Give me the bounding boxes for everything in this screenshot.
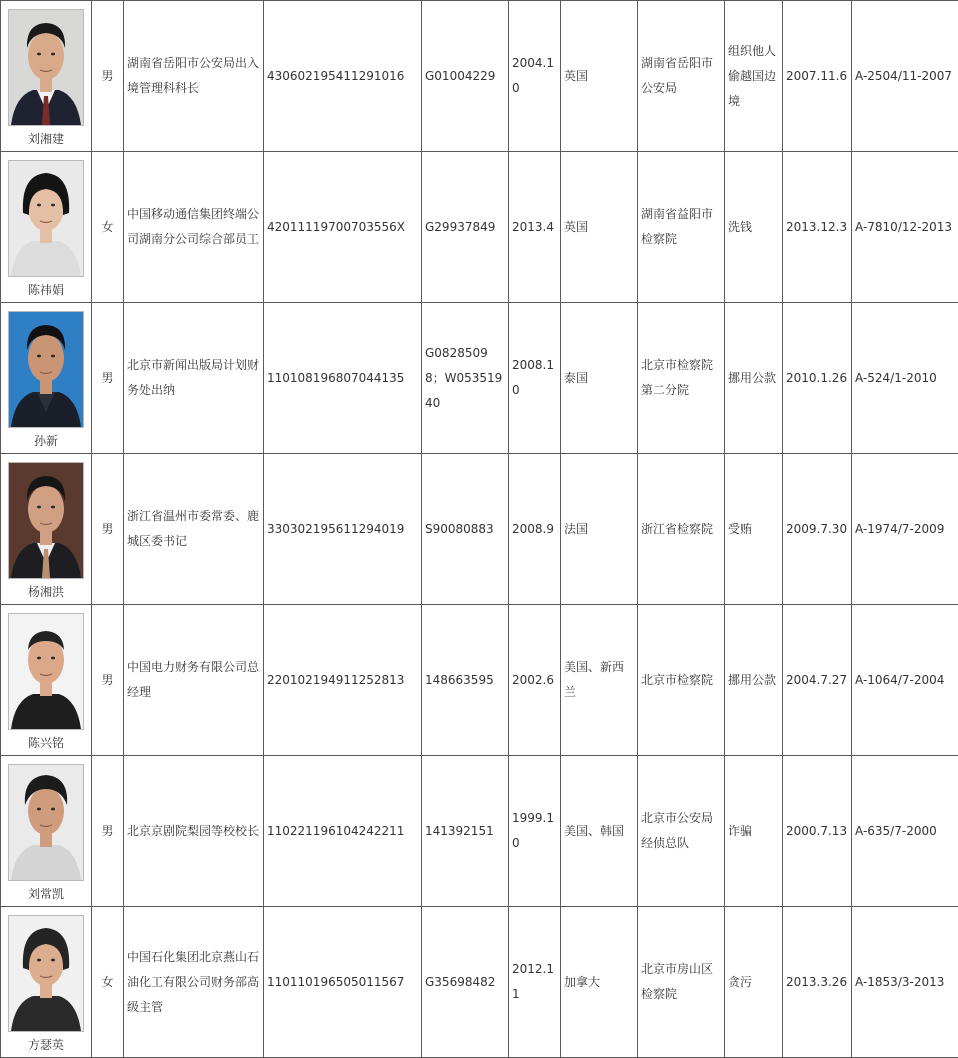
flee-date-cell: 1999.10 bbox=[509, 756, 561, 907]
destination-cell: 英国 bbox=[561, 152, 638, 303]
person-name: 刘湘建 bbox=[27, 131, 64, 146]
notice-date-cell: 2009.7.30 bbox=[783, 454, 852, 605]
position-cell: 湖南省岳阳市公安局出入境管理科科长 bbox=[124, 1, 264, 152]
position-cell: 浙江省温州市委常委、鹿城区委书记 bbox=[124, 454, 264, 605]
agency-cell: 湖南省岳阳市公安局 bbox=[638, 1, 725, 152]
photo-cell bbox=[1, 1, 92, 152]
gender-cell: 男 bbox=[92, 756, 124, 907]
notice-number-cell: A-1064/7-2004 bbox=[852, 605, 958, 756]
charge-cell: 组织他人偷越国边境 bbox=[725, 1, 783, 152]
notice-number-cell: A-635/7-2000 bbox=[852, 756, 958, 907]
charge-cell: 贪污 bbox=[725, 907, 783, 1058]
id-number-cell: 42011119700703556X bbox=[264, 152, 422, 303]
portrait-photo bbox=[8, 915, 84, 1032]
flee-date-cell: 2008.10 bbox=[509, 303, 561, 454]
notice-number-cell: A-524/1-2010 bbox=[852, 303, 958, 454]
position-cell: 中国移动通信集团终端公司湖南分公司综合部员工 bbox=[124, 152, 264, 303]
passport-cell: G08285098；W05351940 bbox=[422, 303, 509, 454]
portrait-photo bbox=[8, 160, 84, 277]
flee-date-cell: 2004.10 bbox=[509, 1, 561, 152]
portrait-illustration bbox=[9, 312, 83, 427]
agency-cell: 浙江省检察院 bbox=[638, 454, 725, 605]
person-name: 陈兴铭 bbox=[27, 735, 64, 750]
gender-cell: 女 bbox=[92, 152, 124, 303]
passport-cell: 148663595 bbox=[422, 605, 509, 756]
person-name: 陈祎娟 bbox=[27, 282, 64, 297]
table-row bbox=[1, 756, 958, 907]
flee-date-cell: 2008.9 bbox=[509, 454, 561, 605]
agency-cell: 北京市公安局经侦总队 bbox=[638, 756, 725, 907]
charge-cell: 诈骗 bbox=[725, 756, 783, 907]
charge-cell: 洗钱 bbox=[725, 152, 783, 303]
notice-date-cell: 2013.12.3 bbox=[783, 152, 852, 303]
passport-cell: G01004229 bbox=[422, 1, 509, 152]
notice-date-cell: 2004.7.27 bbox=[783, 605, 852, 756]
destination-cell: 美国、新西兰 bbox=[561, 605, 638, 756]
charge-cell: 挪用公款 bbox=[725, 303, 783, 454]
notice-date-cell: 2007.11.6 bbox=[783, 1, 852, 152]
id-number-cell: 430602195411291016 bbox=[264, 1, 422, 152]
flee-date-cell: 2002.6 bbox=[509, 605, 561, 756]
portrait-photo bbox=[8, 9, 84, 126]
flee-date-cell: 2012.11 bbox=[509, 907, 561, 1058]
passport-cell: G29937849 bbox=[422, 152, 509, 303]
gender-cell: 男 bbox=[92, 1, 124, 152]
id-number-cell: 110110196505011567 bbox=[264, 907, 422, 1058]
destination-cell: 加拿大 bbox=[561, 907, 638, 1058]
notice-date-cell: 2013.3.26 bbox=[783, 907, 852, 1058]
position-cell: 北京市新闻出版局计划财务处出纳 bbox=[124, 303, 264, 454]
passport-cell: 141392151 bbox=[422, 756, 509, 907]
photo-cell bbox=[1, 152, 92, 303]
table-row bbox=[1, 454, 958, 605]
id-number-cell: 110221196104242211 bbox=[264, 756, 422, 907]
position-cell: 中国电力财务有限公司总经理 bbox=[124, 605, 264, 756]
table-body bbox=[1, 1, 958, 1058]
photo-cell bbox=[1, 454, 92, 605]
person-name: 刘常凯 bbox=[27, 886, 64, 901]
person-name: 杨湘洪 bbox=[27, 584, 64, 599]
notice-number-cell: A-2504/11-2007 bbox=[852, 1, 958, 152]
table-row bbox=[1, 152, 958, 303]
passport-cell: S90080883 bbox=[422, 454, 509, 605]
position-cell: 中国石化集团北京燕山石油化工有限公司财务部高级主管 bbox=[124, 907, 264, 1058]
portrait-photo bbox=[8, 764, 84, 881]
charge-cell: 挪用公款 bbox=[725, 605, 783, 756]
portrait-photo bbox=[8, 462, 84, 579]
notice-date-cell: 2000.7.13 bbox=[783, 756, 852, 907]
portrait-illustration bbox=[9, 161, 83, 276]
gender-cell: 女 bbox=[92, 907, 124, 1058]
photo-cell bbox=[1, 605, 92, 756]
agency-cell: 北京市检察院 bbox=[638, 605, 725, 756]
destination-cell: 英国 bbox=[561, 1, 638, 152]
agency-cell: 湖南省益阳市检察院 bbox=[638, 152, 725, 303]
table-row bbox=[1, 907, 958, 1058]
gender-cell: 男 bbox=[92, 605, 124, 756]
destination-cell: 泰国 bbox=[561, 303, 638, 454]
agency-cell: 北京市房山区检察院 bbox=[638, 907, 725, 1058]
portrait-illustration bbox=[9, 614, 83, 729]
notice-number-cell: A-1853/3-2013 bbox=[852, 907, 958, 1058]
gender-cell: 男 bbox=[92, 303, 124, 454]
flee-date-cell: 2013.4 bbox=[509, 152, 561, 303]
charge-cell: 受贿 bbox=[725, 454, 783, 605]
portrait-photo bbox=[8, 311, 84, 428]
portrait-illustration bbox=[9, 463, 83, 578]
position-cell: 北京京剧院梨园等校校长 bbox=[124, 756, 264, 907]
portrait-illustration bbox=[9, 916, 83, 1031]
passport-cell: G35698482 bbox=[422, 907, 509, 1058]
portrait-illustration bbox=[9, 765, 83, 880]
agency-cell: 北京市检察院第二分院 bbox=[638, 303, 725, 454]
photo-cell bbox=[1, 756, 92, 907]
notice-number-cell: A-1974/7-2009 bbox=[852, 454, 958, 605]
table-row bbox=[1, 1, 958, 152]
person-name: 孙新 bbox=[33, 433, 58, 448]
notice-number-cell: A-7810/12-2013 bbox=[852, 152, 958, 303]
portrait-photo bbox=[8, 613, 84, 730]
notice-date-cell: 2010.1.26 bbox=[783, 303, 852, 454]
gender-cell: 男 bbox=[92, 454, 124, 605]
destination-cell: 法国 bbox=[561, 454, 638, 605]
destination-cell: 美国、韩国 bbox=[561, 756, 638, 907]
id-number-cell: 330302195611294019 bbox=[264, 454, 422, 605]
id-number-cell: 110108196807044135 bbox=[264, 303, 422, 454]
id-number-cell: 220102194911252813 bbox=[264, 605, 422, 756]
photo-cell bbox=[1, 303, 92, 454]
portrait-illustration bbox=[9, 10, 83, 125]
photo-cell bbox=[1, 907, 92, 1058]
person-name: 方瑟英 bbox=[27, 1037, 64, 1052]
table-row bbox=[1, 605, 958, 756]
table-row bbox=[1, 303, 958, 454]
